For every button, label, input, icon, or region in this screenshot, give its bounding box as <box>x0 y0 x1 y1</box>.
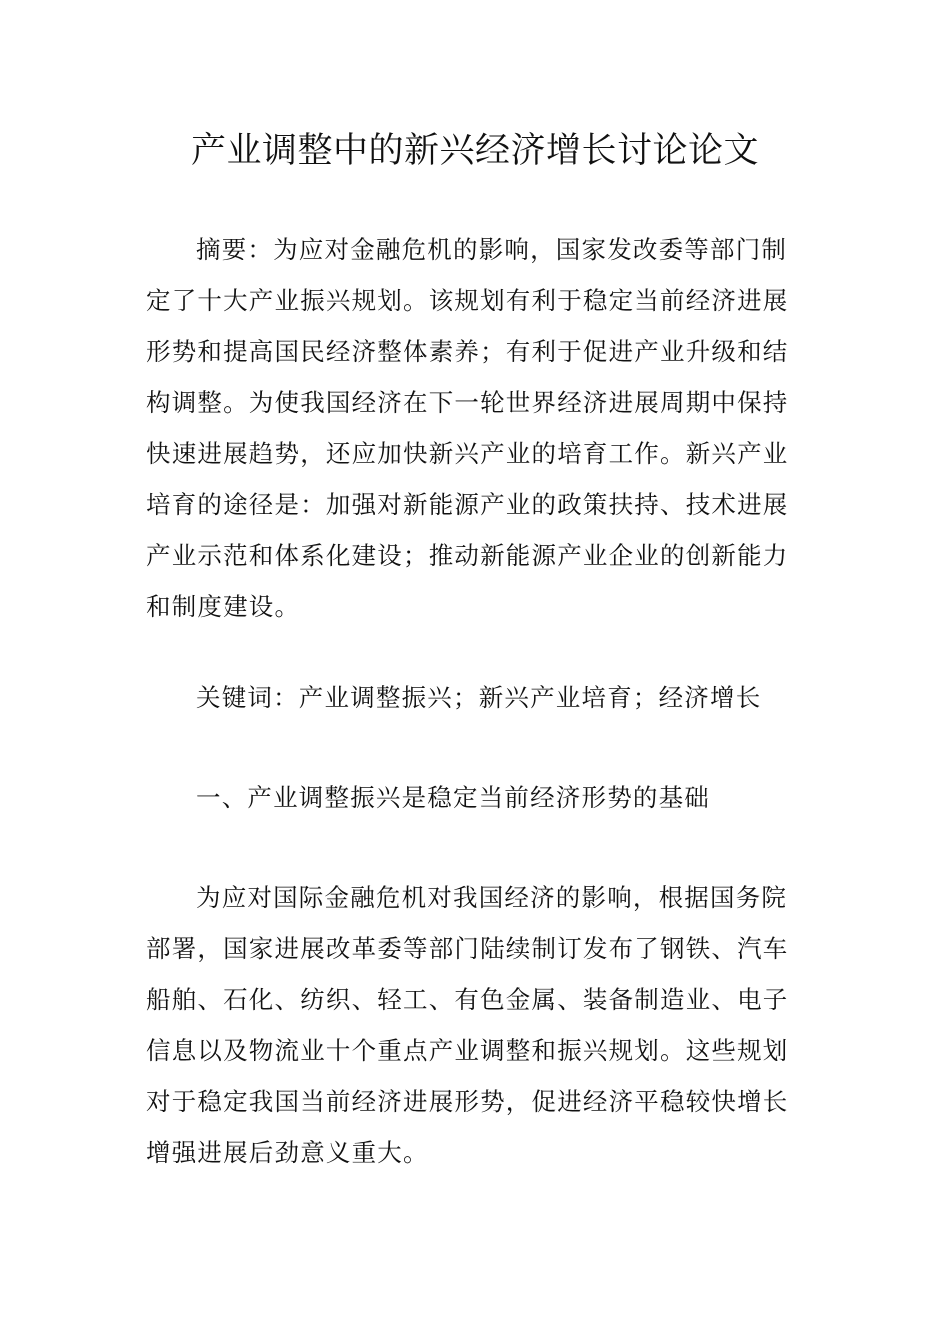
keywords-text: 关键词：产业调整振兴；新兴产业培育；经济增长 <box>196 683 762 712</box>
section-heading <box>146 772 806 823</box>
abstract-line: 和制度建设。 <box>146 592 301 621</box>
section-line: 为应对国际金融危机对我国经济的影响，根据国务院 <box>196 883 788 912</box>
keywords-paragraph <box>146 672 806 723</box>
section-paragraph <box>146 872 806 1178</box>
section-line: 增强进展后劲意义重大。 <box>146 1138 429 1167</box>
section-line: 部署，国家进展改革委等部门陆续制订发布了钢铁、汽车 <box>146 934 789 963</box>
abstract-line: 形势和提高国民经济整体素养；有利于促进产业升级和结 <box>146 337 789 366</box>
abstract-line: 产业示范和体系化建设；推动新能源产业企业的创新能力 <box>146 541 789 570</box>
section-heading-text: 一、产业调整振兴是稳定当前经济形势的基础 <box>196 783 710 812</box>
abstract-line: 摘要：为应对金融危机的影响，国家发改委等部门制 <box>196 235 788 264</box>
abstract-line: 定了十大产业振兴规划。该规划有利于稳定当前经济进展 <box>146 286 789 315</box>
abstract-line: 构调整。为使我国经济在下一轮世界经济进展周期中保持 <box>146 388 789 417</box>
section-line: 信息以及物流业十个重点产业调整和振兴规划。这些规划 <box>146 1036 789 1065</box>
document-title: 产业调整中的新兴经济增长讨论论文 <box>190 131 759 171</box>
abstract-paragraph <box>146 224 806 632</box>
section-line: 对于稳定我国当前经济进展形势，促进经济平稳较快增长 <box>146 1087 789 1116</box>
section-line: 船舶、石化、纺织、轻工、有色金属、装备制造业、电子 <box>146 985 789 1014</box>
abstract-line: 快速进展趋势，还应加快新兴产业的培育工作。新兴产业 <box>146 439 789 468</box>
abstract-line: 培育的途径是：加强对新能源产业的政策扶持、技术进展 <box>146 490 789 519</box>
